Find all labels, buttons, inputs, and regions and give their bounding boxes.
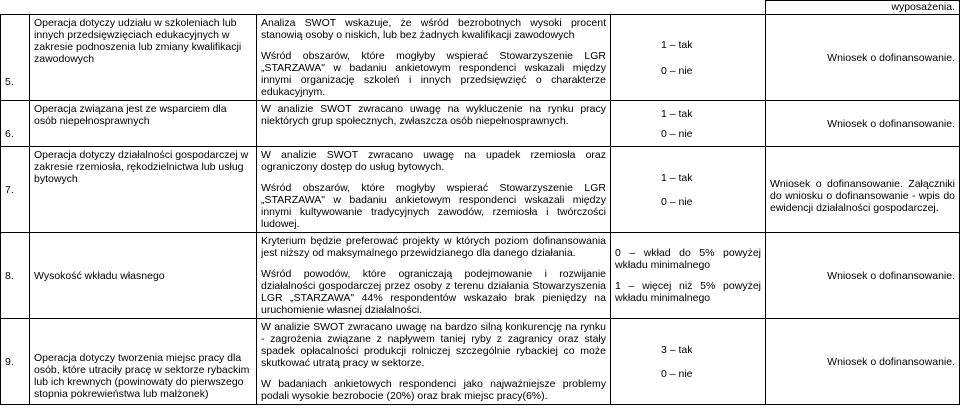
points-option: 3 – tak — [661, 343, 693, 356]
points-cell — [611, 15, 766, 101]
criterion-text: Operacja związana jest ze wsparciem dla osób niepełnosprawnych — [30, 101, 257, 147]
table-row — [1, 147, 960, 233]
points-option: 1 – tak — [661, 38, 693, 51]
note-cell: Wniosek o dofinansowanie. — [766, 15, 960, 101]
row-number: 6. — [1, 101, 30, 147]
criterion-text: Wysokość wkładu własnego — [30, 233, 257, 319]
points-cell — [611, 147, 766, 233]
criterion-text: Operacja dotyczy tworzenia miejsc pracy dla osób, które utraciły pracę w sektorze rybackim lub ich krewnych (powinowaty do pierwszego stopnia pokrewieństwa lub małżonek) — [30, 319, 257, 405]
description-paragraph: Analiza SWOT wskazuje, że wśród bezrobotnych wysoki procent stanowią osoby o niskich, lub bez żadnych kwalifikacji zawodowych — [261, 17, 606, 41]
points-option: 0 – nie — [661, 367, 693, 380]
points-cell — [611, 319, 766, 405]
description-cell — [257, 101, 611, 147]
criterion-text: Operacja dotyczy działalności gospodarczej w zakresie rzemiosła, rękodzielnictwa lub usług bytowych — [30, 147, 257, 233]
description-paragraph: Wśród obszarów, które mogłyby wspierać Stowarzyszenie LGR „STARZAWA" w badaniu ankietowym respondenci wskazali między innymi kultywowanie tradycyjnych zawodów, rzemiosła i twórczości ludowej. — [261, 182, 606, 230]
description-paragraph: W analizie SWOT zwracano uwagę na bardzo silną konkurencję na rynku - zagrożenia związane z napływem taniej ryby z zagranicy oraz stały spadek opłacalności produkcji rolniczej szczególnie rybackiej co może skutkować utratą pracy w sektorze. — [261, 321, 606, 369]
points-option: 0 – wkład do 5% powyżej wkładu minimalnego — [615, 247, 761, 271]
points-cell — [611, 233, 766, 319]
description-paragraph: W analizie SWOT zwracano uwagę na upadek rzemiosła oraz ograniczony dostęp do usług bytowych. — [261, 149, 606, 173]
points-option: 1 – tak — [661, 107, 693, 120]
note-cell: Wniosek o dofinansowanie. — [766, 319, 960, 405]
description-cell — [257, 15, 611, 101]
points-option: 1 – tak — [661, 171, 693, 184]
points-option: 0 – nie — [661, 195, 693, 208]
table-row-top — [1, 1, 960, 15]
top-note: wyposażenia. — [766, 1, 960, 15]
row-number: 7. — [1, 147, 30, 233]
row-number: 9. — [1, 319, 30, 405]
description-paragraph: Wśród powodów, które ograniczają podejmowanie i rozwijanie działalności gospodarczej przez osoby z terenu działania Stowarzyszenia LGR „STARZAWA" 44% respondentów wskazało brak pieniędzy na uruchomienie własnej działalności. — [261, 268, 606, 316]
table-row — [1, 101, 960, 147]
table-row — [1, 319, 960, 405]
note-cell: Wniosek o dofinansowanie. Załączniki do wniosku o dofinansowanie - wpis do ewidencji działalności gospodarczej. — [766, 147, 960, 233]
description-paragraph: W analizie SWOT zwracano uwagę na wykluczenie na rynku pracy niektórych grup społecznych, zwłaszcza osób niepełnosprawnych. — [261, 103, 606, 127]
description-paragraph: Wśród obszarów, które mogłyby wspierać Stowarzyszenie LGR „STARZAWA" w badaniu ankietowym respondenci wskazali między innymi organizację szkoleń i innych przedsięwzięć o charakterze edukacyjnym. — [261, 50, 606, 98]
description-paragraph: W badaniach ankietowych respondenci jako najważniejsze problemy podali wysokie bezrobocie (20%) oraz brak miejsc pracy(6%). — [261, 378, 606, 402]
note-cell: Wniosek o dofinansowanie. — [766, 101, 960, 147]
description-cell — [257, 147, 611, 233]
table-row — [1, 233, 960, 319]
row-number: 5. — [1, 15, 30, 101]
points-option: 0 – nie — [661, 64, 693, 77]
description-cell — [257, 319, 611, 405]
row-number: 8. — [1, 233, 30, 319]
points-cell — [611, 101, 766, 147]
description-cell — [257, 233, 611, 319]
points-option: 0 – nie — [661, 127, 693, 140]
points-option: 1 – więcej niż 5% powyżej wkładu minimalnego — [615, 280, 761, 304]
note-cell: Wniosek o dofinansowanie. — [766, 233, 960, 319]
criterion-text: Operacja dotyczy udziału w szkoleniach lub innych przedsięwzięciach edukacyjnych w zakresie podnoszenia lub zmiany kwalifikacji zawodowych — [30, 15, 257, 101]
description-paragraph: Kryterium będzie preferować projekty w których poziom dofinansowania jest niższy od maksymalnego przewidzianego dla danego działania. — [261, 235, 606, 259]
table-row — [1, 15, 960, 101]
